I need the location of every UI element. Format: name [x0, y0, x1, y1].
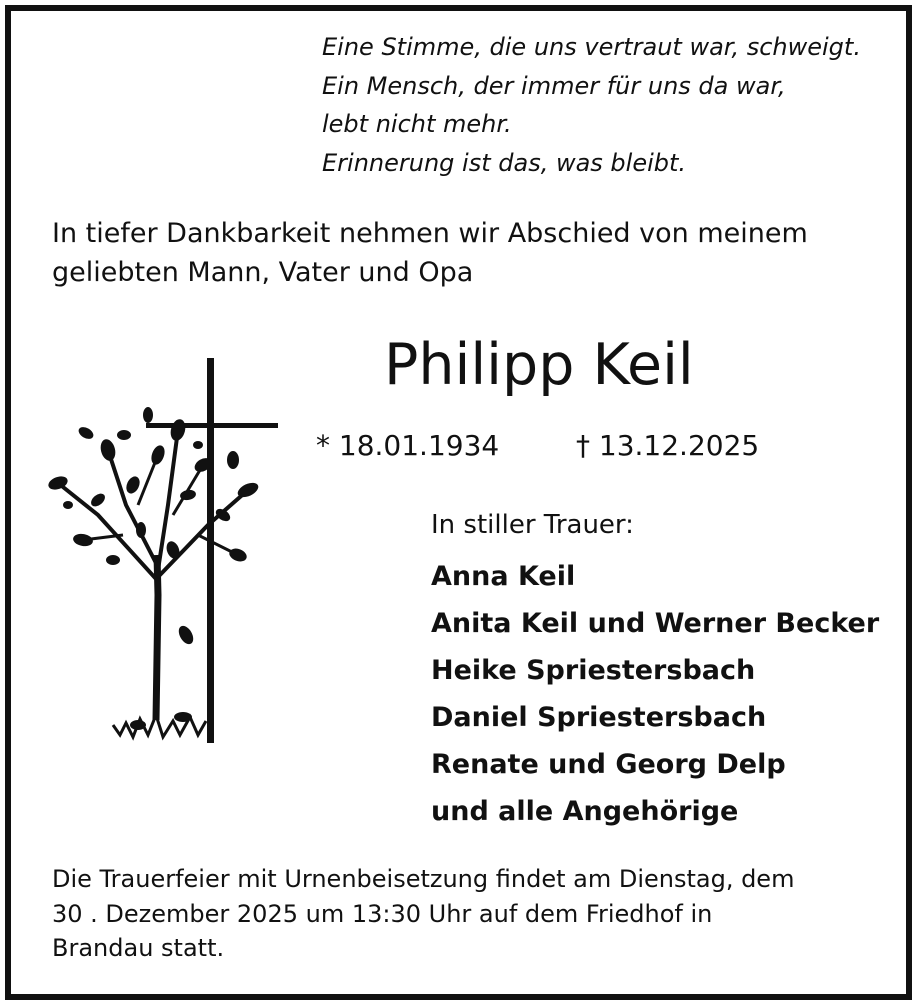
funeral-line: 30 . Dezember 2025 um 13:30 Uhr auf dem Friedhof in — [52, 899, 713, 928]
mourner-name: und alle Angehörige — [431, 796, 739, 827]
farewell-intro — [52, 214, 808, 292]
mourner-name: Anita Keil und Werner Becker — [431, 608, 880, 639]
funeral-notice — [52, 862, 794, 966]
tree-and-cross-icon — [38, 355, 288, 755]
mourners-list — [431, 553, 879, 835]
death-date: † 13.12.2025 — [576, 429, 760, 462]
mourner-name: Daniel Spriestersbach — [431, 702, 767, 733]
poem-line: Ein Mensch, der immer für uns da war, — [322, 71, 786, 100]
mourner-name: Renate und Georg Delp — [431, 749, 786, 780]
deceased-name: Philipp Keil — [384, 332, 694, 398]
memorial-poem — [322, 28, 861, 182]
birth-date: * 18.01.1934 — [316, 429, 500, 462]
mourner-name: Anna Keil — [431, 561, 576, 592]
intro-line: geliebten Mann, Vater und Opa — [52, 257, 474, 288]
funeral-line: Die Trauerfeier mit Urnenbeisetzung findet am Dienstag, dem — [52, 865, 795, 893]
poem-line: Eine Stimme, die uns vertraut war, schweigt. — [322, 33, 861, 61]
mourners-heading: In stiller Trauer: — [431, 510, 634, 540]
poem-line: lebt nicht mehr. — [322, 110, 512, 138]
intro-line: In tiefer Dankbarkeit nehmen wir Abschied von meinem — [52, 218, 808, 249]
mourner-name: Heike Spriestersbach — [431, 655, 756, 686]
funeral-line: Brandau statt. — [52, 934, 225, 962]
poem-line: Erinnerung ist das, was bleibt. — [322, 148, 687, 177]
